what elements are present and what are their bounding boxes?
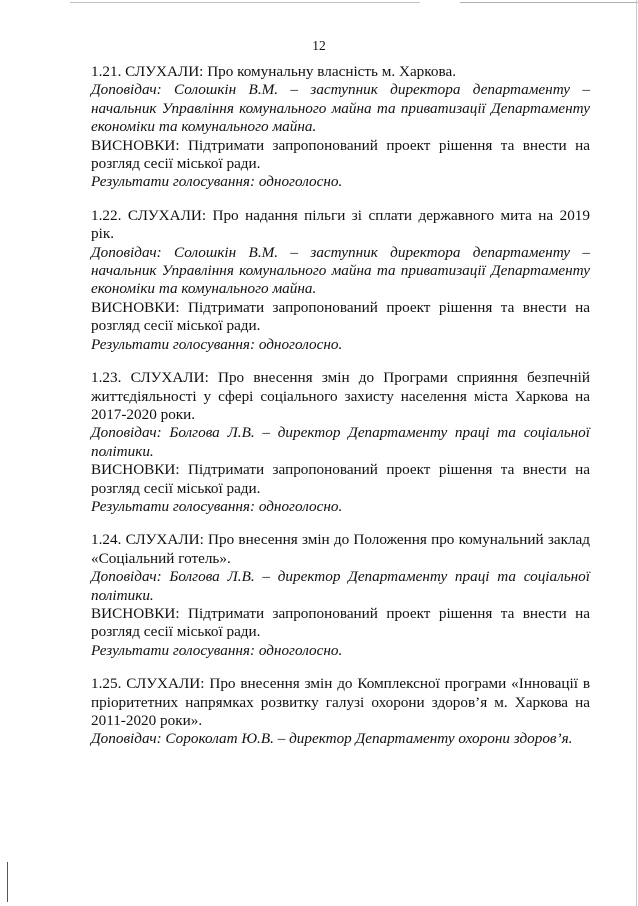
voting-result: Результати голосування: одноголосно. <box>91 497 343 515</box>
heard-text: 1.23. СЛУХАЛИ: Про внесення змін до Програми сприяння безпечній життєдіяльності у сфері соціального захисту населення міста Харкова на 2017-2020 роки. <box>91 369 590 423</box>
conclusion-text: ВИСНОВКИ: Підтримати запропонований проект рішення та внести на розгляд сесії міської ради. <box>91 461 590 497</box>
scan-edge-top <box>0 2 638 3</box>
heard-text: 1.22. СЛУХАЛИ: Про надання пільги зі сплати державного мита на 2019 рік. <box>91 206 590 243</box>
speaker-text: Доповідач: Болгова Л.В. – директор Департаменту праці та соціальної політики. <box>91 568 590 604</box>
heard-text: 1.21. СЛУХАЛИ: Про комунальну власність м. Харкова. <box>91 63 456 80</box>
agenda-item-1-23 <box>91 369 590 516</box>
speaker-text: Доповідач: Сороколат Ю.В. – директор Департаменту охорони здоров’я. <box>91 730 573 748</box>
scan-edge-left <box>7 862 8 902</box>
conclusion-text: ВИСНОВКИ: Підтримати запропонований проект рішення та внести на розгляд сесії міської ради. <box>91 604 590 641</box>
agenda-item-1-22 <box>91 207 590 354</box>
speaker-text: Доповідач: Болгова Л.В. – директор Департаменту праці та соціальної політики. <box>91 424 590 460</box>
voting-result: Результати голосування: одноголосно. <box>91 335 343 353</box>
speaker-text: Доповідач: Солошкін В.М. – заступник директора департаменту – начальник Управління комунального майна та приватизації Департаменту економіки та комунального майна. <box>91 243 590 298</box>
scan-edge-right <box>636 0 637 906</box>
heard-text: 1.24. СЛУХАЛИ: Про внесення змін до Положення про комунальний заклад «Соціальний готель». <box>91 531 590 567</box>
agenda-item-1-25 <box>91 675 590 749</box>
speaker-text: Доповідач: Солошкін В.М. – заступник директора департаменту – начальник Управління комунального майна та приватизації Департаменту економіки та комунального майна. <box>91 81 590 136</box>
voting-result: Результати голосування: одноголосно. <box>91 641 343 659</box>
conclusion-text: ВИСНОВКИ: Підтримати запропонований проект рішення та внести на розгляд сесії міської ради. <box>91 298 590 335</box>
agenda-item-1-21 <box>91 63 590 192</box>
voting-result: Результати голосування: одноголосно. <box>91 173 343 191</box>
agenda-item-1-24 <box>91 531 590 660</box>
document-body <box>91 63 590 749</box>
page-number: 12 <box>312 38 326 53</box>
heard-text: 1.25. СЛУХАЛИ: Про внесення змін до Комплексної програми «Інновації в пріоритетних напрямках розвитку галузі охорони здоров’я м. Харкова на 2011-2020 роки». <box>91 675 590 729</box>
conclusion-text: ВИСНОВКИ: Підтримати запропонований проект рішення та внести на розгляд сесії міської ради. <box>91 136 590 173</box>
